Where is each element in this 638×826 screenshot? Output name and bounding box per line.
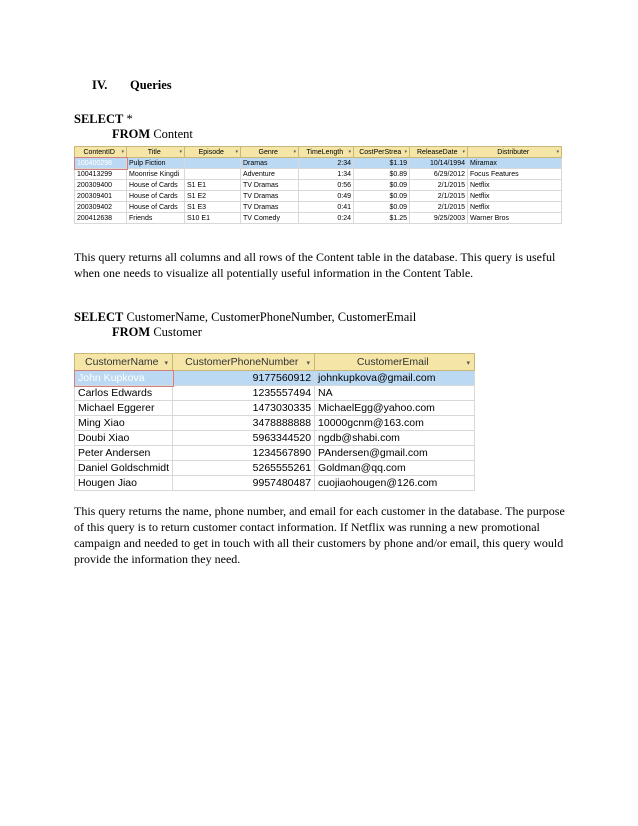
query2-description: This query returns the name, phone number, and email for each customer in the database. The purpose of this query is to return customer contact information. If Netflix was running a new promotional campaign and needed to get in touch with all their customers by phone and/or email, this query would provide the information they need. (74, 504, 565, 566)
sort-dropdown-icon[interactable]: ▾ (404, 148, 407, 155)
table-cell[interactable]: 200309400 (75, 180, 127, 191)
table-cell[interactable]: Michael Eggerer (75, 401, 173, 416)
column-header-label: TimeLength (306, 148, 344, 156)
column-header-label: Episode (198, 148, 224, 156)
table-cell[interactable]: 1234567890 (173, 446, 315, 461)
table-cell[interactable]: 1:34 (299, 169, 354, 180)
sort-dropdown-icon[interactable]: ▾ (348, 148, 351, 155)
table-row[interactable] (75, 158, 562, 169)
from-table: Content (150, 127, 193, 141)
table-cell[interactable]: Doubi Xiao (75, 431, 173, 446)
column-header[interactable] (75, 147, 127, 158)
column-header-label: ReleaseDate (417, 148, 458, 156)
table-cell[interactable]: 10/14/1994 (410, 158, 468, 169)
sort-dropdown-icon[interactable]: ▾ (121, 148, 124, 155)
content-table (74, 146, 562, 224)
table-cell[interactable]: 200412638 (75, 213, 127, 224)
sort-dropdown-icon[interactable]: ▾ (293, 148, 296, 155)
table-cell[interactable]: $0.89 (354, 169, 410, 180)
table-cell[interactable]: Dramas (241, 158, 299, 169)
table-cell[interactable]: 3478888888 (173, 416, 315, 431)
table-cell[interactable]: TV Dramas (241, 202, 299, 213)
table-row[interactable] (75, 191, 562, 202)
table-cell[interactable]: 100400298 (75, 158, 127, 169)
column-header[interactable] (127, 147, 185, 158)
table-row[interactable] (75, 476, 475, 491)
column-header[interactable] (410, 147, 468, 158)
table-cell[interactable]: $1.19 (354, 158, 410, 169)
table-cell[interactable]: TV Comedy (241, 213, 299, 224)
table-cell[interactable]: PAndersen@gmail.com (315, 446, 475, 461)
table-row[interactable] (75, 213, 562, 224)
table-cell[interactable]: Miramax (468, 158, 562, 169)
column-header-label: ContentID (83, 148, 115, 156)
table-cell[interactable]: Warner Bros (468, 213, 562, 224)
table-cell[interactable]: $0.09 (354, 202, 410, 213)
query1-description: This query returns all columns and all rows of the Content table in the database. This query is useful when one needs to visualize all potentially useful information in the Content Table. (74, 250, 556, 280)
table-row[interactable] (75, 169, 562, 180)
sort-dropdown-icon[interactable]: ▾ (306, 360, 311, 367)
column-header-label: CustomerEmail (356, 356, 429, 368)
table-cell[interactable]: John Kupkova (75, 371, 173, 386)
table-cell[interactable]: House of Cards (127, 202, 185, 213)
table-cell[interactable]: 2/1/2015 (410, 180, 468, 191)
column-header[interactable] (315, 354, 475, 371)
select-columns: * (123, 112, 133, 126)
table-cell[interactable] (185, 158, 241, 169)
column-header-label: Genre (258, 148, 278, 156)
table-cell[interactable]: 9177560912 (173, 371, 315, 386)
table-row[interactable] (75, 371, 475, 386)
table-cell[interactable]: S1 E2 (185, 191, 241, 202)
from-keyword: FROM (112, 325, 151, 339)
table-cell[interactable]: House of Cards (127, 180, 185, 191)
table-cell[interactable]: 100413299 (75, 169, 127, 180)
from-table: Customer (150, 325, 202, 339)
table-cell[interactable]: 2/1/2015 (410, 191, 468, 202)
table-cell[interactable]: TV Dramas (241, 180, 299, 191)
table-cell[interactable]: Peter Andersen (75, 446, 173, 461)
table-row[interactable] (75, 416, 475, 431)
table-cell[interactable]: TV Dramas (241, 191, 299, 202)
sort-dropdown-icon[interactable]: ▾ (179, 148, 182, 155)
column-header[interactable] (185, 147, 241, 158)
table-cell[interactable]: 5265555261 (173, 461, 315, 476)
table-cell[interactable]: cuojiaohougen@126.com (315, 476, 475, 491)
table-cell[interactable]: 0:49 (299, 191, 354, 202)
column-header-label: CustomerPhoneNumber (185, 356, 299, 368)
table-cell[interactable]: Pulp Fiction (127, 158, 185, 169)
column-header[interactable] (241, 147, 299, 158)
sort-dropdown-icon[interactable]: ▾ (556, 148, 559, 155)
table-cell[interactable]: NA (315, 386, 475, 401)
column-header[interactable] (173, 354, 315, 371)
section-number: IV. (92, 78, 108, 92)
table-cell[interactable]: 9/25/2003 (410, 213, 468, 224)
select-keyword: SELECT (74, 310, 124, 324)
table-cell[interactable]: Ming Xiao (75, 416, 173, 431)
table-cell[interactable]: $0.09 (354, 180, 410, 191)
column-header-label: Title (147, 148, 161, 156)
table-cell[interactable]: 6/29/2012 (410, 169, 468, 180)
table-cell[interactable]: johnkupkova@gmail.com (315, 371, 475, 386)
query1-sql (74, 112, 193, 142)
column-header-label: Distributer (497, 148, 530, 156)
table-cell[interactable]: $1.25 (354, 213, 410, 224)
select-columns: CustomerName, CustomerPhoneNumber, CustomerEmail (123, 310, 417, 324)
table-row[interactable] (75, 401, 475, 416)
table-cell[interactable]: Netflix (468, 191, 562, 202)
table-row[interactable] (75, 446, 475, 461)
column-header[interactable] (299, 147, 354, 158)
table-cell[interactable]: 5963344520 (173, 431, 315, 446)
table-row[interactable] (75, 386, 475, 401)
table-cell[interactable]: 200309402 (75, 202, 127, 213)
table-cell[interactable]: Goldman@qq.com (315, 461, 475, 476)
section-title: Queries (130, 78, 172, 92)
column-header-label: CustomerName (85, 356, 159, 368)
table-cell[interactable]: ngdb@shabi.com (315, 431, 475, 446)
table-cell[interactable]: Daniel Goldschmidt (75, 461, 173, 476)
section-heading (92, 78, 172, 93)
table-cell[interactable]: Friends (127, 213, 185, 224)
column-header-label: CostPerStrea (359, 148, 402, 156)
table-cell[interactable]: 2:34 (299, 158, 354, 169)
table-cell[interactable]: Carlos Edwards (75, 386, 173, 401)
table-cell[interactable]: 0:24 (299, 213, 354, 224)
table-cell[interactable]: MichaelEgg@yahoo.com (315, 401, 475, 416)
table-cell[interactable]: 1235557494 (173, 386, 315, 401)
table-cell[interactable]: 200309401 (75, 191, 127, 202)
customer-table (74, 353, 475, 491)
column-header[interactable] (354, 147, 410, 158)
sort-dropdown-icon[interactable]: ▾ (466, 360, 471, 367)
table-row[interactable] (75, 431, 475, 446)
table-cell[interactable]: 9957480487 (173, 476, 315, 491)
table-cell[interactable]: Hougen Jiao (75, 476, 173, 491)
table-row[interactable] (75, 461, 475, 476)
table-cell[interactable]: S1 E1 (185, 180, 241, 191)
sort-dropdown-icon[interactable]: ▾ (235, 148, 238, 155)
table-cell[interactable]: Focus Features (468, 169, 562, 180)
select-keyword: SELECT (74, 112, 124, 126)
column-header[interactable] (468, 147, 562, 158)
table-cell[interactable]: S10 E1 (185, 213, 241, 224)
table-cell[interactable]: 10000gcnm@163.com (315, 416, 475, 431)
table-cell[interactable] (185, 169, 241, 180)
sort-dropdown-icon[interactable]: ▾ (462, 148, 465, 155)
sort-dropdown-icon[interactable]: ▾ (164, 360, 169, 367)
table-row[interactable] (75, 180, 562, 191)
table-cell[interactable]: 1473030335 (173, 401, 315, 416)
table-cell[interactable]: $0.09 (354, 191, 410, 202)
table-cell[interactable]: 0:56 (299, 180, 354, 191)
table-cell[interactable]: 2/1/2015 (410, 202, 468, 213)
table-cell[interactable]: S1 E3 (185, 202, 241, 213)
table-cell[interactable]: 0:41 (299, 202, 354, 213)
table-cell[interactable]: Moonrise Kingdi (127, 169, 185, 180)
table-row[interactable] (75, 202, 562, 213)
column-header[interactable] (75, 354, 173, 371)
table-cell[interactable]: Netflix (468, 180, 562, 191)
table-cell[interactable]: House of Cards (127, 191, 185, 202)
table-cell[interactable]: Netflix (468, 202, 562, 213)
table-cell[interactable]: Adventure (241, 169, 299, 180)
from-keyword: FROM (112, 127, 151, 141)
query2-sql (74, 310, 416, 340)
